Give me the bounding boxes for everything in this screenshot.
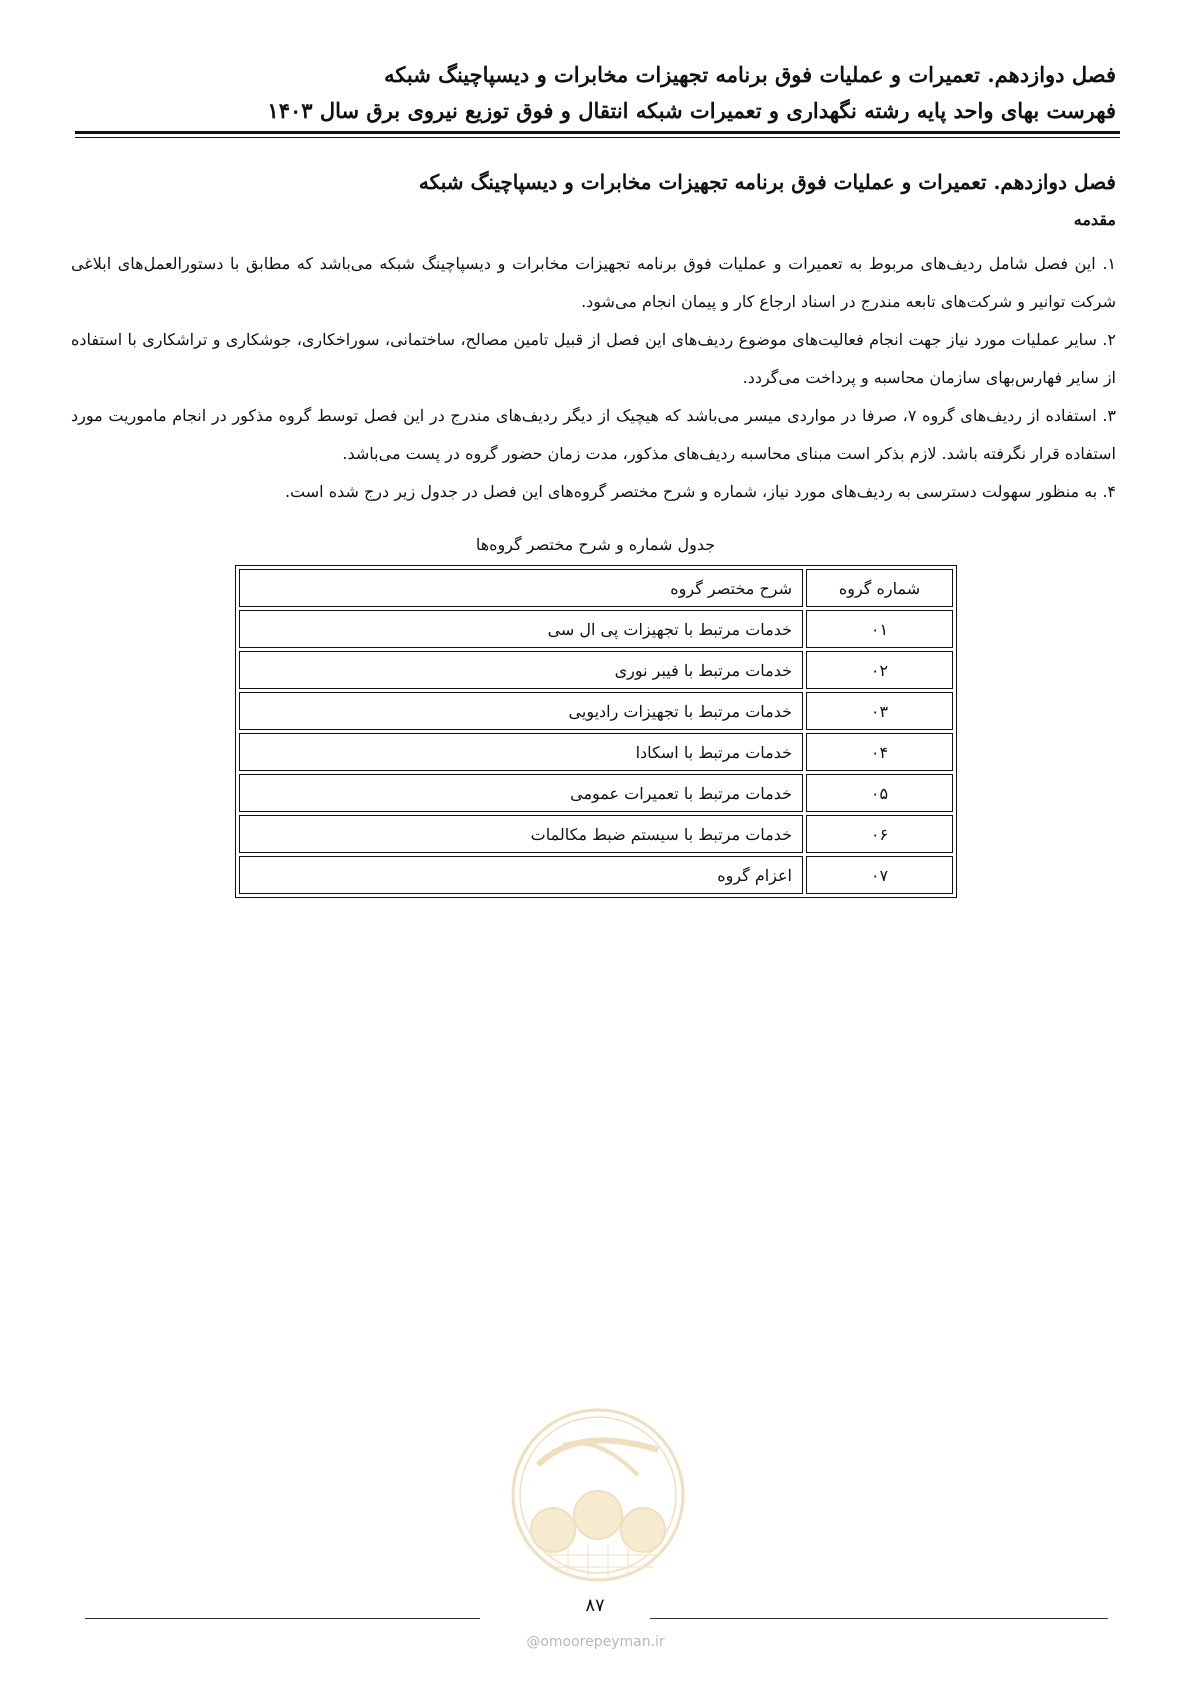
footer-rule-left [85,1618,480,1619]
header-rule-thin [75,137,1120,138]
groups-table [235,565,957,898]
group-description: خدمات مرتبط با اسکادا [239,733,803,771]
group-description: خدمات مرتبط با تجهیزات رادیویی [239,692,803,730]
table-caption: جدول شماره و شرح مختصر گروه‌ها [475,535,716,554]
group-number: ۰۴ [806,733,953,771]
group-description: خدمات مرتبط با تجهیزات پی ال سی [239,610,803,648]
table-header-row [239,569,953,607]
group-description: خدمات مرتبط با تعمیرات عمومی [239,774,803,812]
footer-rule-right [650,1618,1108,1619]
header-description: شرح مختصر گروه [239,569,803,607]
page-number: ۸۷ [585,1595,605,1616]
intro-heading: مقدمه [1073,210,1116,229]
group-number: ۰۱ [806,610,953,648]
table-row [239,733,953,771]
paragraph-4: ۴. به منظور سهولت دسترسی به ردیف‌های مورد نیاز، شماره و شرح مختصر گروه‌های این فصل در جدول زیر درج شده است. [284,482,1116,501]
footer-url: @omoorepeyman.ir [526,1634,665,1650]
group-description: خدمات مرتبط با سیستم ضبط مکالمات [239,815,803,853]
group-number: ۰۶ [806,815,953,853]
header-rule-thick [75,131,1120,134]
intro-paragraphs [71,245,1116,511]
table-row [239,774,953,812]
table-row [239,610,953,648]
table-row [239,692,953,730]
group-number: ۰۳ [806,692,953,730]
group-number: ۰۲ [806,651,953,689]
group-description: اعزام گروه [239,856,803,894]
watermark-logo-icon [508,1405,688,1595]
group-number: ۰۵ [806,774,953,812]
paragraph-3: ۳. استفاده از ردیف‌های گروه ۷، صرفا در مواردی میسر می‌باشد که هیچیک از دیگر ردیف‌های مندرج در این فصل توسط گروه مذکور در انجام ماموریت مورد استفاده قرار نگرفته باشد. لازم بذکر است مبنای محاسبه ردیف‌های مذکور، مدت زمان حضور گروه در پست می‌باشد. [71,406,1117,463]
table-row [239,815,953,853]
running-header-chapter: فصل دوازدهم. تعمیرات و عملیات فوق برنامه تجهیزات مخابرات و دیسپاچینگ شبکه [384,62,1116,87]
group-number: ۰۷ [806,856,953,894]
chapter-title: فصل دوازدهم. تعمیرات و عملیات فوق برنامه تجهیزات مخابرات و دیسپاچینگ شبکه [418,170,1116,194]
table-row [239,651,953,689]
paragraph-1: ۱. این فصل شامل ردیف‌های مربوط به تعمیرات و عملیات فوق برنامه تجهیزات مخابرات و دیسپاچینگ شبکه می‌باشد که مطابق با دستورالعمل‌های ابلاغی شرکت توانیر و شرکت‌های تابعه مندرج در اسناد ارجاع کار و پیمان انجام می‌شود. [71,254,1116,311]
table-row [239,856,953,894]
group-description: خدمات مرتبط با فیبر نوری [239,651,803,689]
running-header-title: فهرست بهای واحد پایه رشته نگهداری و تعمیرات شبکه انتقال و فوق توزیع نیروی برق سال ۱۴۰۳ [267,98,1116,123]
paragraph-2: ۲. سایر عملیات مورد نیاز جهت انجام فعالیت‌های موضوع ردیف‌های این فصل از قبیل تامین مصالح، ساختمانی، سوراخکاری، جوشکاری و تراشکاری با استفاده از سایر فهارس‌بهای سازمان محاسبه و پرداخت می‌گردد. [71,330,1116,387]
header-number: شماره گروه [806,569,953,607]
